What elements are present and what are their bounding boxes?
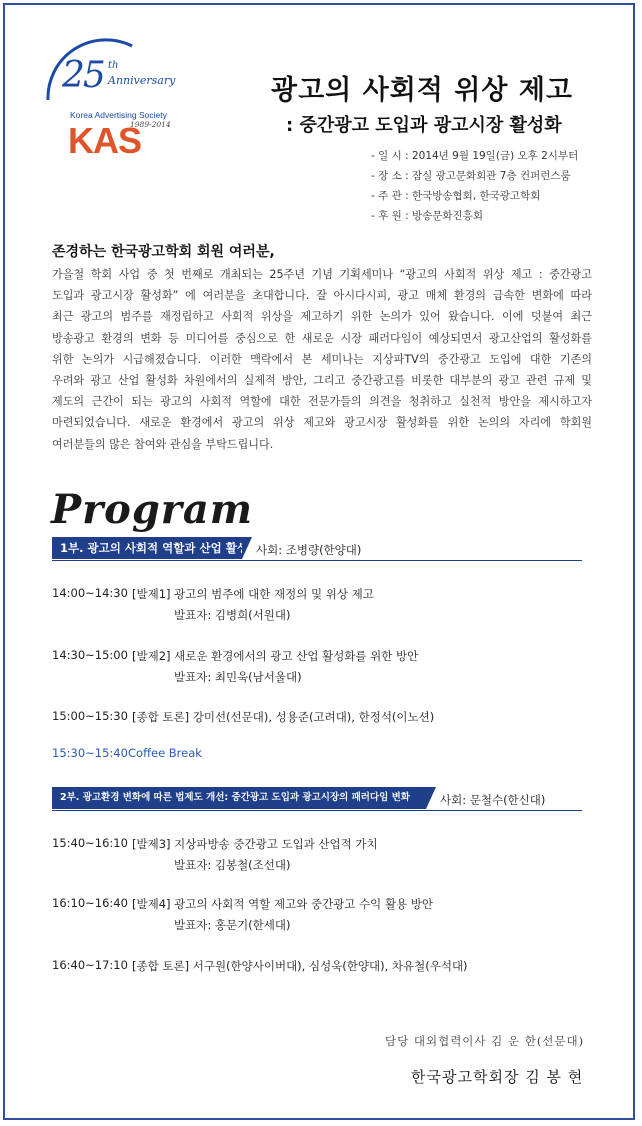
kas-25th-logo [36, 38, 176, 168]
info-venue: - 장 소 : 잠실 광고문화회관 7층 컨퍼런스룸 [371, 170, 571, 182]
schedule-topic: [발제1] 광고의 범주에 대한 재정의 및 위상 제고 [132, 587, 374, 601]
body-line: 마련되었습니다. 새로운 환경에서 광고의 위상 제고와 광고시장 활성화를 위한 논의의 자리에 학회원 [52, 416, 592, 430]
schedule-topic: [종합 토론] 서구원(한양사이버대), 심성욱(한양대), 차유철(우석대) [132, 959, 468, 973]
break-label: Coffee Break [128, 746, 202, 760]
schedule-presenter: 발표자: 홍문기(한세대) [174, 918, 291, 932]
session-1-bar: 1부. 광고의 사회적 역할과 산업 활성화 [52, 537, 242, 559]
body-line: 위한 논의가 시급해졌습니다. 이러한 맥락에서 본 세미나는 지상파TV의 중간광고 도입에 대한 기존의 [52, 352, 592, 366]
page-subtitle: : 중간광고 도입과 광고시장 활성화 [286, 115, 562, 136]
schedule-presenter: 발표자: 최민욱(남서울대) [174, 670, 302, 684]
schedule-time: 15:40~16:10 [52, 836, 128, 850]
session-1-rule [52, 560, 582, 561]
info-organizer: - 주 관 : 한국방송협회, 한국광고학회 [371, 190, 541, 202]
schedule-time: 14:00~14:30 [52, 586, 128, 600]
schedule-presenter: 발표자: 김봉철(조선대) [174, 858, 291, 872]
session-2-chair: 사회: 문철수(한신대) [440, 793, 546, 807]
logo-number: 25 [62, 55, 104, 96]
body-line: 가을철 학회 사업 중 첫 번째로 개최되는 25주년 기념 기획세미나 “광고의 사회적 위상 제고 : 중간광고 [52, 268, 592, 281]
logo-anniversary: Anniversary [108, 74, 176, 87]
page-title: 광고의 사회적 위상 제고 [271, 75, 574, 106]
schedule-presenter: 발표자: 김병희(서원대) [174, 608, 291, 622]
schedule-topic: [발제3] 지상파방송 중간광고 도입과 산업적 가치 [132, 837, 378, 851]
body-line: 방송광고 환경의 변화 등 미디어를 중심으로 한 새로운 시장 패러다임이 예상되면서 광고산업의 활성화를 [52, 331, 592, 345]
info-sponsor: - 후 원 : 방송문화진흥회 [371, 210, 483, 222]
body-line: 제도의 근간이 되는 광고의 사회적 역할에 대한 전문가들의 의견을 청취하고 실천적 방안을 제시하고자 [52, 395, 592, 409]
schedule-topic: [발제4] 광고의 사회적 역할 제고와 중간광고 수익 활용 방안 [132, 897, 434, 911]
schedule-time: 15:00~15:30 [52, 709, 128, 723]
body-line: 최근 광고의 범주를 재정립하고 사회적 위상을 제고하기 위한 논의가 있어 왔습니다. 이에 덧붙여 최근 [52, 310, 592, 324]
body-line: 여러분들의 많은 참여와 관심을 부탁드립니다. [52, 437, 274, 451]
invitation-body [52, 264, 592, 455]
president-signature: 한국광고학회장 김 봉 현 [411, 1068, 584, 1086]
body-line: 우려와 광고 산업 활성화 차원에서의 실제적 방안, 그리고 중간광고를 비롯한 대부분의 광고 관련 규제 및 [52, 374, 592, 388]
logo-years: 1989-2014 [130, 120, 171, 129]
schedule-topic: [발제2] 새로운 환경에서의 광고 산업 활성화를 위한 방안 [132, 649, 419, 663]
greeting: 존경하는 한국광고학회 회원 여러분, [52, 244, 275, 260]
logo-acronym: KAS [68, 120, 142, 161]
schedule-time: 16:40~17:10 [52, 958, 128, 972]
session-1-chair: 사회: 조병량(한양대) [256, 543, 362, 557]
body-line: 도입과 광고시장 활성화” 에 여러분을 초대합니다. 잘 아시다시피, 광고 매체 환경의 급속한 변화에 따라 [52, 289, 592, 303]
schedule-topic: [종합 토론] 강미선(선문대), 성용준(고려대), 한정석(이노션) [132, 710, 435, 724]
schedule-time: 16:10~16:40 [52, 896, 128, 910]
session-2-bar: 2부. 광고환경 변화에 따른 법제도 개선: 중간광고 도입과 광고시장의 패러다임 변화 [52, 787, 426, 809]
break-time: 15:30~15:40 [52, 746, 128, 760]
schedule-time: 14:30~15:00 [52, 648, 128, 662]
program-heading: Program [51, 486, 254, 533]
logo-suffix: th [108, 60, 119, 71]
logo-society-name: Korea Advertising Society [70, 110, 167, 120]
director-signature: 담당 대외협력이사 김 운 한(선문대) [385, 1034, 585, 1048]
session-2-rule [52, 810, 582, 811]
info-date: - 일 시 : 2014년 9월 19일(금) 오후 2시부터 [371, 150, 579, 162]
